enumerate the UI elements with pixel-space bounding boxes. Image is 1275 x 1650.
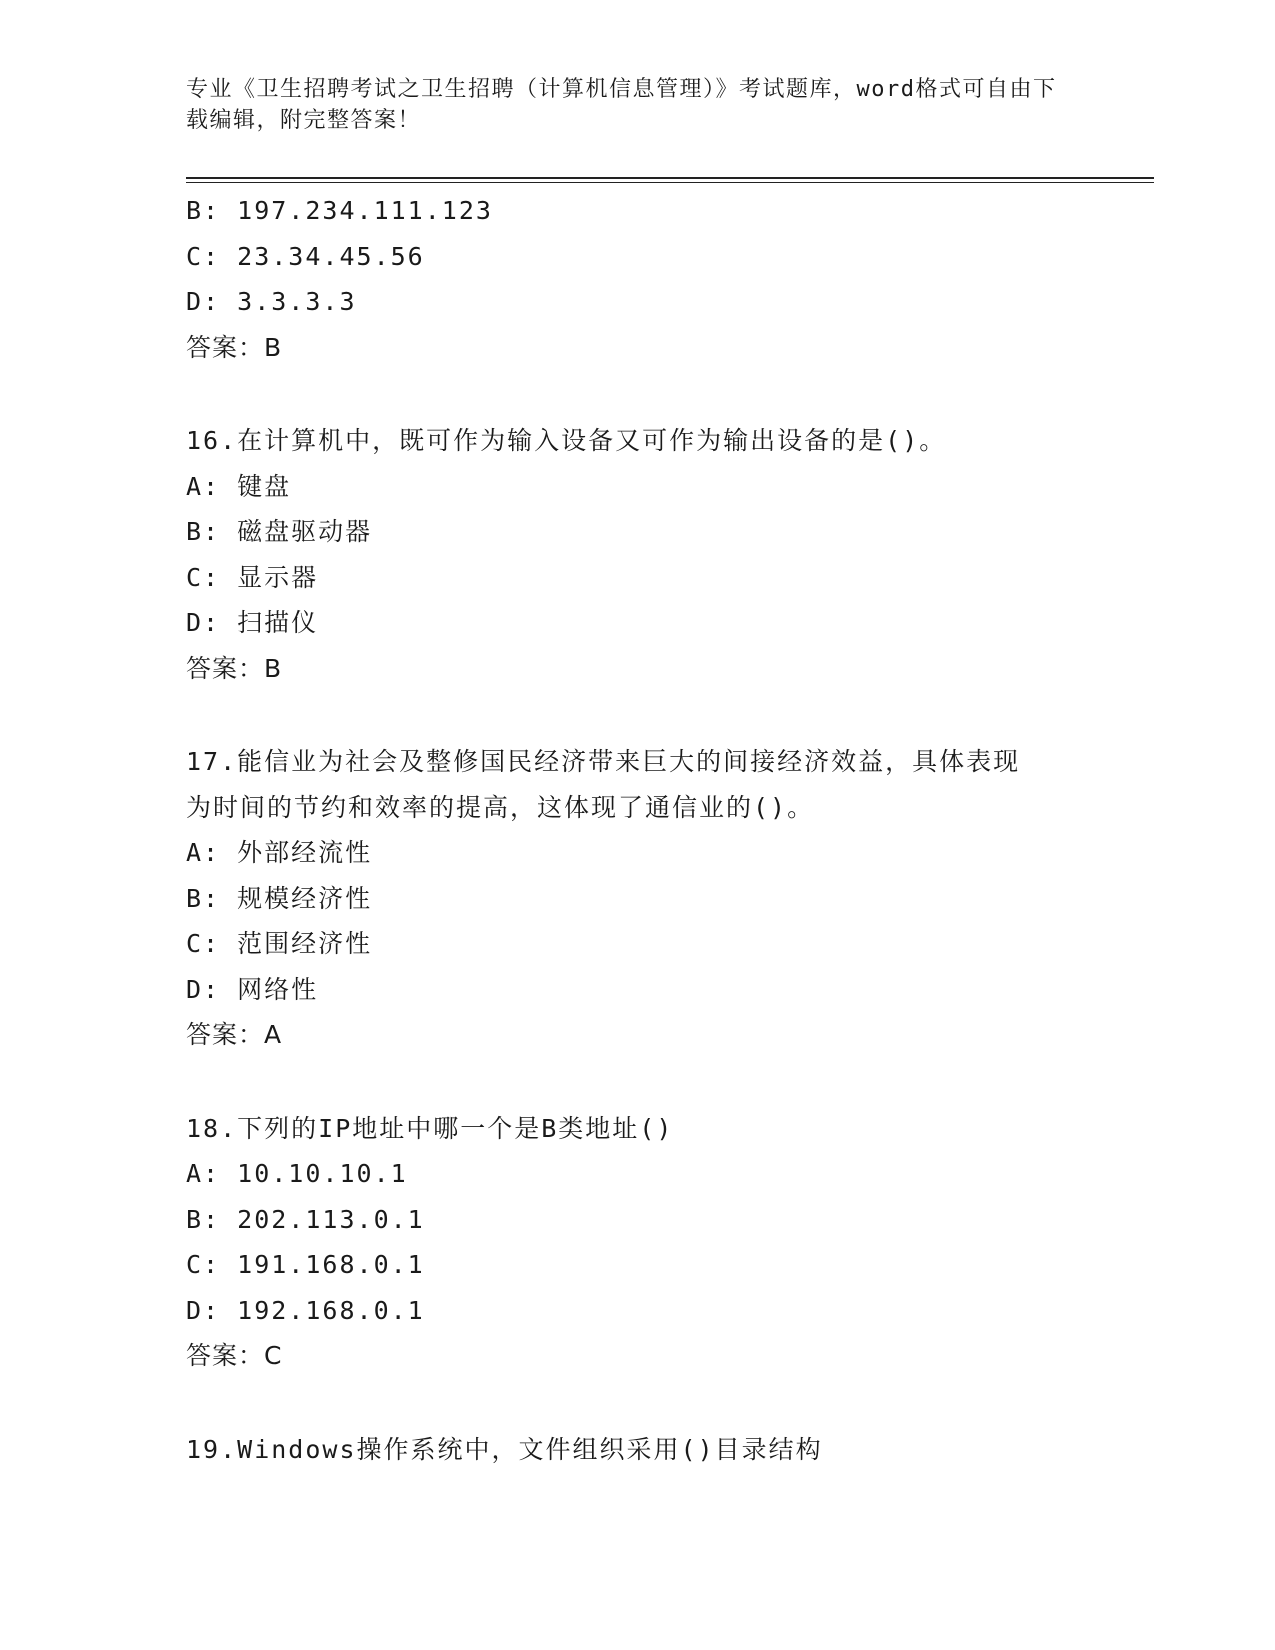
option-d: D: 192.168.0.1 xyxy=(186,1295,425,1325)
option-c: C: 23.34.45.56 xyxy=(186,241,425,271)
question-16: 16.在计算机中，既可作为输入设备又可作为输出设备的是()。 xyxy=(186,426,947,455)
answer: 答案：B xyxy=(186,332,283,362)
header-text: 专业《卫生招聘考试之卫生招聘（计算机信息管理）》考试题库，word格式可自由下载编辑，附完整答案！ xyxy=(186,77,1057,133)
option-b: B: 规模经济性 xyxy=(186,883,373,913)
option-d: D: 网络性 xyxy=(186,974,319,1004)
spacer xyxy=(186,370,1086,418)
answer: 答案：B xyxy=(186,653,283,683)
option-b: B: 磁盘驱动器 xyxy=(186,517,373,546)
spacer xyxy=(186,1379,1086,1427)
option-b: B: 197.234.111.123 xyxy=(186,196,493,225)
document-header xyxy=(186,74,1066,136)
option-d: D: 3.3.3.3 xyxy=(186,287,357,316)
spacer xyxy=(186,1058,1086,1106)
option-b: B: 202.113.0.1 xyxy=(186,1204,425,1234)
document-body xyxy=(186,188,1086,1472)
question-17-line-1: 17.能信业为社会及整修国民经济带来巨大的间接经济效益，具体表现 xyxy=(186,747,1021,776)
option-a: A: 键盘 xyxy=(186,471,292,501)
option-a: A: 外部经流性 xyxy=(186,838,373,867)
question-18: 18.下列的IP地址中哪一个是B类地址() xyxy=(186,1113,674,1143)
option-c: C: 范围经济性 xyxy=(186,929,373,958)
question-17-line-2: 为时间的节约和效率的提高，这体现了通信业的()。 xyxy=(186,792,815,822)
option-a: A: 10.10.10.1 xyxy=(186,1159,408,1188)
option-c: C: 191.168.0.1 xyxy=(186,1250,425,1279)
question-19: 19.Windows操作系统中，文件组织采用()目录结构 xyxy=(186,1434,823,1464)
header-rule-thick xyxy=(186,177,1154,179)
option-d: D: 扫描仪 xyxy=(186,608,319,637)
option-c: C: 显示器 xyxy=(186,562,319,592)
header-rule-thin xyxy=(186,182,1154,183)
answer: 答案：C xyxy=(186,1341,283,1370)
spacer xyxy=(186,691,1086,739)
answer: 答案：A xyxy=(186,1020,283,1049)
